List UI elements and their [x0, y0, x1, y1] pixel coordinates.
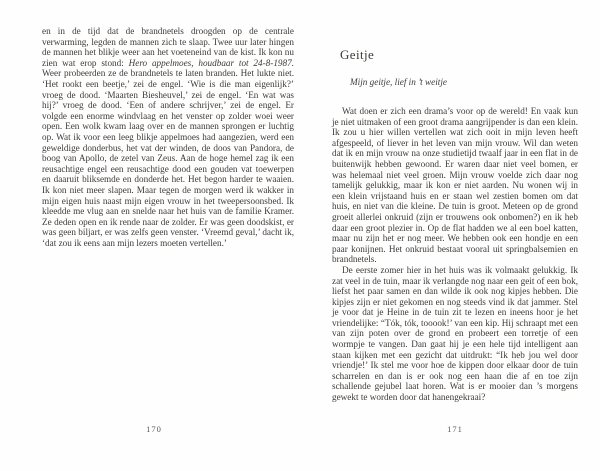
page-left — [42, 0, 294, 471]
chapter-epigraph: Mijn geitje, lief in ’t weitje — [350, 77, 447, 87]
right-page-text-block — [332, 106, 578, 403]
left-paragraph-text-before: en in de tijd dat de brandnetels droogden op de centrale verwarming, legden de mannen zich te slaap. Twee uur later hingen de mannen het blikje weer aan het voeteneind van de kist. Ik kon nu zien wat erop stond: — [42, 26, 294, 68]
right-page-paragraph-2: De eerste zomer hier in het huis was ik volmaakt gelukkig. Ik zat veel in de tuin, maar ik verlangde nog naar een geit of een bok, liefst het paar samen en dan wilde ik ook nog kipjes hebben. Die kipjes zijn er niet gekomen en nog steeds vind ik dat jammer. Stel je voor dat je Heine in de tuin zit te lezen en ineens hoor je het vriendelijke: “Tók, tók, tooook!’ van een kip. Hij schraapt met een van zijn poten over de grond en probeert een torretje of een wormpje te vangen. Dan gaat hij je een hele tijd intelligent aan staan kijken met een gezicht dat uitdrukt: “Ik heb jou wel door vriendje!’ Ik stel me voor hoe de kippen door elkaar door de tuin scharrelen en dan is er ook nog een haan die af en toe zijn schallende gejubel laat horen. Wat is er mooier dan ’s morgens gewekt te worden door dat hanengekraai? — [332, 264, 578, 403]
left-page-text-block — [42, 26, 294, 248]
page-right — [332, 0, 578, 471]
left-page-paragraph — [42, 26, 294, 248]
left-paragraph-text-after: Weer probeerden ze de brandnetels te laten branden. Het lukte niet. ‘Het rookt een beetje,’ zei de engel. ‘Wie is die man eigenlijk?’ vroeg de dood. ‘Maarten Biesheuvel,’ zei de engel. ‘En wat was hij?’ vroeg de dood. ‘Een of andere schrijver,’ zei de engel. Er volgde een enorme windvlaag en het venster op zolder woei weer open. Een wolk kwam laag over en de mannen sprongen er luchtig op. Wat ik voor een leeg blikje appelmoes had aangezien, werd een geweldige donderbus, het vat der winden, de doos van Pandora, de boog van Apollo, de zetel van Zeus. Aan de hoge hemel zag ik een reusachtige engel een reusachtige dood een gouden vat toewerpen en daaruit bliksemde en donderde het. Het begon harder te waaien. Ik kon niet meer slapen. Maar tegen de morgen werd ik wakker in mijn eigen huis naast mijn eigen vrouw in het tweepersoonsbed. Ik kleedde me vlug aan en snelde naar het huis van de familie Kramer. Ze deden open en ik rende naar de zolder. Er was geen doodskist, er was geen biljart, er was zelfs geen venster. ‘Vreemd geval,’ dacht ik, ‘dat zou ik eens aan mijn lezers moeten vertellen.’ — [42, 68, 294, 248]
inline-italic-citation: Hero appelmoes, houdbaar tot 24-8-1987. — [128, 57, 294, 68]
right-page-number: 171 — [447, 424, 463, 434]
right-page-paragraph-1: Wat doen er zich een drama’s voor op de wereld! En vaak kun je niet uitmaken of een groot drama aangrijpender is dan een klein. Ik zou u hier willen vertellen wat zich ooit in mijn leven heeft afgespeeld, of liever in het leven van mijn vrouw. Wil dan weten dat ik en mijn vrouw na onze studietijd twaalf jaar in een flat in de buitenwijk hebben gewoond. Er waren daar niet veel bomen, er was helemaal niet veel groen. Mijn vrouw voelde zich daar nog tamelijk gelukkig, maar ik kon er niet aarden. Nu wonen wij in een klein vrijstaand huis en er staan wel zestien bomen om dat huis, en niet van die kleine. De tuin is groot. Meteen op de grond groeit allerlei onkruid (zijn er trouwens ook onbomen?) en ik heb daar een groot plezier in. Op de flat hadden we al een boel katten, maar nu zijn het er nog meer. We hebben ook een hondje en een paar konijnen. Het onkruid bestaat vooral uit springbalsemien en brandnetels. — [332, 106, 578, 265]
left-page-number: 170 — [146, 424, 162, 434]
chapter-title: Geitje — [340, 47, 375, 62]
